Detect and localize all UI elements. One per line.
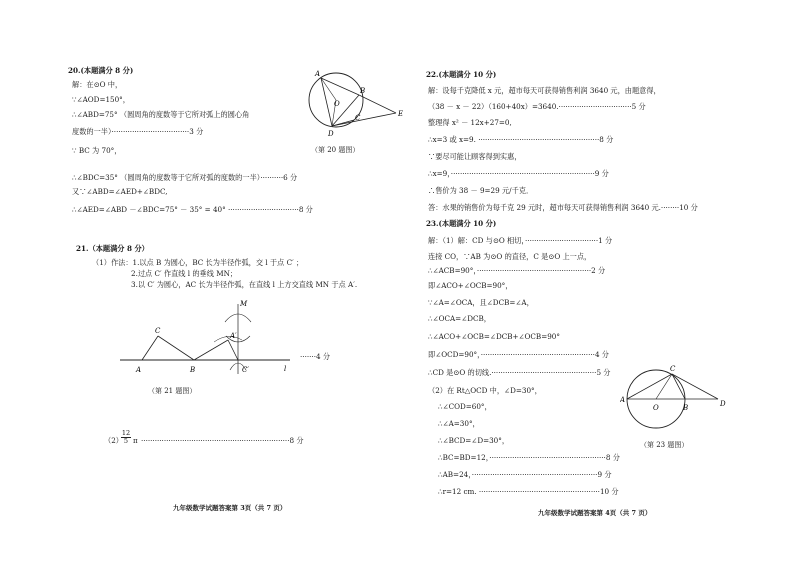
- q23-line-9: ∴CD 是⊙O 的切线.··············································5 分: [428, 368, 611, 377]
- fig20-label-d: D: [328, 130, 334, 138]
- fig21-label-c: C: [155, 327, 161, 335]
- fig21-label-a: A: [136, 366, 142, 374]
- fig23-label-a: A: [620, 396, 626, 404]
- fig21-label-m: M: [240, 300, 248, 308]
- figure-23-diagram: [620, 360, 740, 430]
- q22-line-6: ∴x=9，·······························································9 分: [428, 169, 609, 178]
- fig20-label-b: B: [360, 87, 366, 95]
- fig23-line-oc: [656, 374, 672, 399]
- q22-line-3: 整理得 x² － 12x+27=0,: [428, 118, 512, 127]
- q20-line-5: ∵ BC 为 70°，: [72, 146, 122, 155]
- q22-line-2: （38 － x － 22）（160+40x）=3640.································5 分: [428, 102, 646, 111]
- fig20-label-c: C: [355, 114, 361, 122]
- q21-score-4: ·······4 分: [300, 352, 331, 361]
- fig23-line-ac: [627, 374, 672, 399]
- fig21-label-c-prime: C′: [242, 366, 249, 374]
- q23-header: 23.(本题满分 10 分): [426, 219, 497, 228]
- q23-line-14: ∴BC=BD=12，···················································8 分: [438, 453, 620, 462]
- q23-line-5: ∵∠A=∠OCA，且∠DCB=∠A，: [428, 298, 534, 307]
- figure-21-caption: （第 21 题图）: [148, 387, 197, 395]
- fig23-label-b: B: [683, 404, 689, 412]
- q23-line-15: ∴AB=24，·······················································9 分: [438, 470, 612, 479]
- fig21-line-ac: [142, 336, 158, 360]
- figure-23-caption: （第 23 题图）: [640, 441, 689, 449]
- fig21-line-ba1: [194, 340, 228, 360]
- q21-fraction: [121, 430, 131, 445]
- q20-line-3: ∴∠ABD=75° （圆周角的度数等于它所对弧上的圆心角: [72, 110, 250, 119]
- q21-line-1: （1）作法：1.以点 B 为圆心，BC 长为半径作弧，交 l 于点 C′ ；: [92, 258, 304, 267]
- fig21-label-a-prime: A′: [230, 332, 237, 340]
- q21-part2-prefix: （2）: [104, 436, 123, 445]
- q20-line-2: ∵∠AOD=150°，: [72, 95, 130, 104]
- figure-21-diagram: [118, 296, 308, 380]
- q21-line-2: 2.过点 C′ 作直线 l 的垂线 MN；: [131, 269, 238, 278]
- fig20-label-a: A: [315, 70, 321, 78]
- q23-line-2: 连接 CO，∵AB 为⊙O 的直径，C 是⊙O 上一点，: [428, 252, 592, 261]
- q23-line-4: 即∠ACO+∠OCB=90°，: [428, 281, 513, 290]
- fig23-label-o: O: [653, 404, 659, 412]
- q21-part2-score: ·································································8 分: [141, 436, 304, 445]
- q22-line-7: ∴售价为 38 － 9=29 元/千克．: [428, 186, 534, 195]
- figure-20-diagram: [296, 64, 412, 152]
- fig21-label-b: B: [190, 366, 196, 374]
- q20-line-7: 又∵∠ABD=∠AED+∠BDC,: [72, 187, 168, 196]
- q23-line-6: ∴∠OCA=∠DCB，: [428, 314, 491, 323]
- q21-line-3: 3.以 C′ 为圆心，AC 长为半径作弧，在直线 l 上方交直线 MN 于点 A′.: [131, 280, 358, 289]
- q23-line-12: ∴∠A=30°，: [438, 419, 480, 428]
- fig20-line-be: [359, 95, 396, 113]
- fig23-label-d: D: [720, 400, 726, 408]
- fig21-label-l: l: [284, 365, 287, 373]
- q22-line-8: 答：水果的销售价为每千克 29 元时，超市每天可获得销售利润 3640 元.········10 分: [428, 203, 698, 212]
- q20-line-1: 解：在⊙O 中，: [72, 80, 123, 89]
- q22-header: 22.(本题满分 10 分): [426, 70, 497, 79]
- q20-line-6: ∴∠BDC=35° （圆周角的度数等于它所对弧的度数的一半）··········6 分: [72, 173, 298, 182]
- q22-line-5: ∵要尽可能让顾客得到实惠，: [428, 152, 522, 161]
- fig20-line-ad: [321, 78, 332, 126]
- q23-line-11: ∴∠COD=60°，: [438, 402, 492, 411]
- right-page-footer: 九年级数学试题答案第 4页（共 7 页）: [538, 509, 652, 517]
- fig23-label-c: C: [670, 365, 676, 373]
- q20-line-4: 度数的一半）··································3 分: [72, 127, 204, 136]
- fig21-line-a1c1: [228, 340, 238, 360]
- q21-pi: π: [133, 436, 138, 445]
- q23-line-3: ∴∠ACB=90°，··················································2 分: [428, 266, 606, 275]
- q23-line-7: ∴∠ACO+∠OCB=∠DCB+∠OCB=90°: [428, 332, 560, 341]
- q23-line-10: （2）在 Rt△OCD 中，∠D=30°，: [428, 386, 542, 395]
- q22-line-1: 解：设每千克降低 x 元，超市每天可获得销售利润 3640 元，由题意得，: [428, 86, 661, 95]
- q23-line-1: 解：（1）解：CD 与⊙O 相切，································1 分: [428, 236, 613, 245]
- q22-line-4: ∴x=3 或 x=9. ·····················································8 分: [428, 135, 614, 144]
- fig20-label-o: O: [334, 100, 340, 108]
- left-page-footer: 九年级数学试题答案第 3页（共 7 页）: [173, 504, 287, 512]
- q21-header: 21.（本题满分 8 分）: [76, 244, 149, 253]
- q23-line-13: ∴∠BCD=∠D=30°，: [438, 436, 510, 445]
- q23-line-16: ∴r=12 cm. ·····················································10 分: [438, 487, 619, 496]
- q20-line-8: ∴∠AED=∠ABD －∠BDC=75° － 35° = 40° ·······························8 分: [72, 205, 313, 214]
- q21-fraction-numerator: 12: [121, 429, 131, 437]
- q21-fraction-denominator: 5: [121, 437, 131, 445]
- figure-20-caption: （第 20 题图）: [311, 146, 360, 154]
- fig20-label-e: E: [398, 110, 404, 118]
- q23-line-8: 即∠OCD=90°，··················································4 分: [428, 350, 609, 359]
- fig21-line-cb: [158, 336, 194, 360]
- q20-header: 20.(本题满分 8 分): [68, 66, 134, 75]
